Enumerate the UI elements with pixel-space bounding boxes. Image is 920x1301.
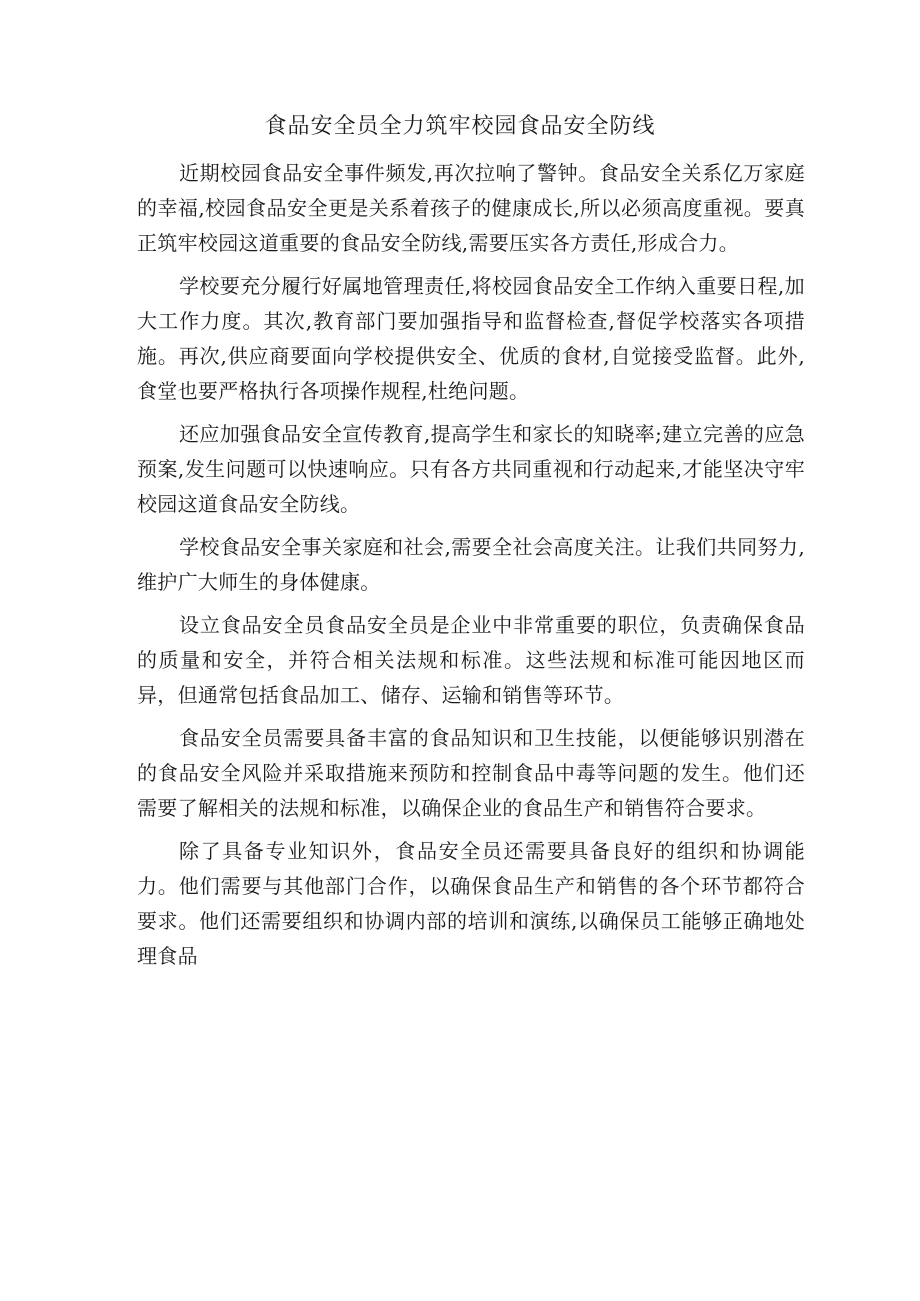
paragraph: 近期校园食品安全事件频发,再次拉响了警钟。食品安全关系亿万家庭的幸福,校园食品安全更是关系着孩子的健康成长,所以必须高度重视。要真正筑牢校园这道重要的食品安全防线,需要压实各方责任,形成合力。 [137,161,805,255]
document-body [137,156,805,982]
paragraph: 设立食品安全员食品安全员是企业中非常重要的职位，负责确保食品的质量和安全，并符合相关法规和标准。这些法规和标准可能因地区而异，但通常包括食品加工、储存、运输和销售等环节。 [137,613,805,707]
paragraph: 食品安全员需要具备丰富的食品知识和卫生技能，以便能够识别潜在的食品安全风险并采取措施来预防和控制食品中毒等问题的发生。他们还需要了解相关的法规和标准，以确保企业的食品生产和销售符合要求。 [137,726,805,820]
paragraph: 学校食品安全事关家庭和社会,需要全社会高度关注。让我们共同努力,维护广大师生的身体健康。 [137,535,805,594]
paragraph: 还应加强食品安全宣传教育,提高学生和家长的知晓率;建立完善的应急预案,发生问题可以快速响应。只有各方共同重视和行动起来,才能坚决守牢校园这道食品安全防线。 [137,422,805,516]
document-title: 食品安全员全力筑牢校园食品安全防线 [264,114,656,139]
paragraph: 除了具备专业知识外，食品安全员还需要具备良好的组织和协调能力。他们需要与其他部门合作，以确保食品生产和销售的各个环节都符合要求。他们还需要组织和协调内部的培训和演练,以确保员工能够正确地处理食品 [137,839,805,968]
paragraph: 学校要充分履行好属地管理责任,将校园食品安全工作纳入重要日程,加大工作力度。其次,教育部门要加强指导和监督检查,督促学校落实各项措施。再次,供应商要面向学校提供安全、优质的食材,自觉接受监督。此外,食堂也要严格执行各项操作规程,杜绝问题。 [137,274,805,403]
